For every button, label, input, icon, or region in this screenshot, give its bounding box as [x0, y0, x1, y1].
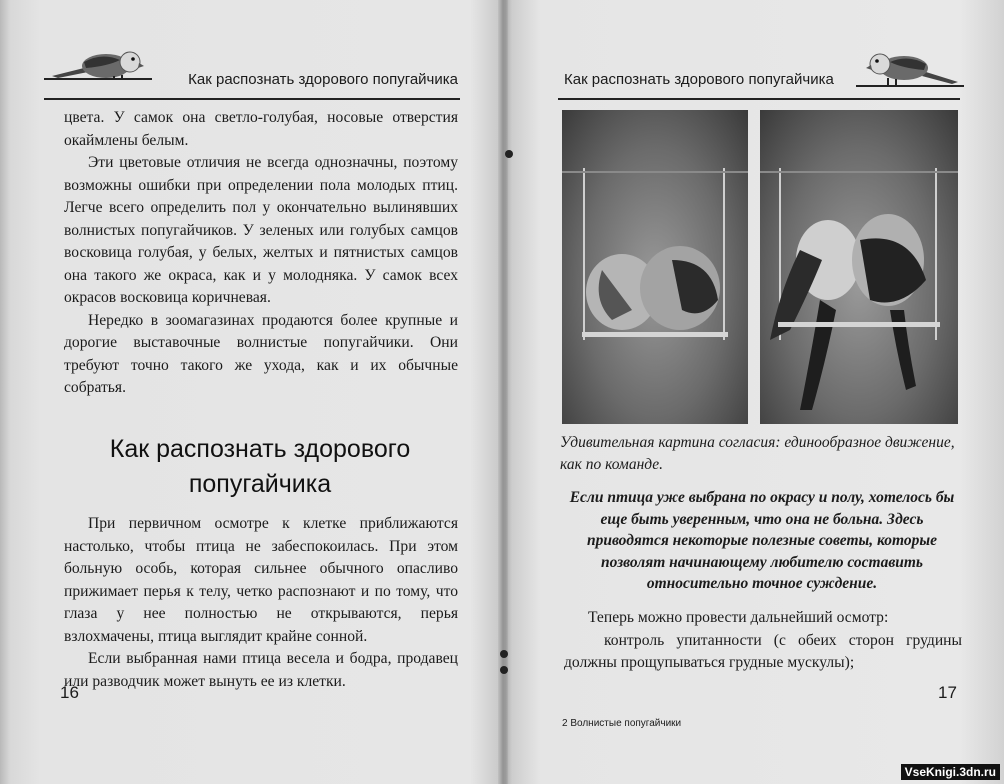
binding-dot	[500, 666, 508, 674]
paragraph: Если выбранная нами птица весела и бодра, продавец или разводчик может вынуть ее из клетки.	[64, 650, 458, 690]
left-page	[0, 0, 500, 784]
footer-note: 2 Волнистые попугайчики	[562, 718, 682, 729]
budgerigar-icon	[44, 46, 154, 96]
lead-paragraph: Если птица уже выбрана по окрасу и полу, хотелось бы еще быть уверенным, что она не больна. Здесь приводятся некоторые полезные советы, которые позволят начинающему любителю составить относительно точное суждение.	[569, 489, 955, 592]
paragraph: При первичном осмотре к клетке приближаются настолько, чтобы птица не забеспокоилась. При этом больную особь, которая сильнее обычного опасливо прижимает перья к телу, четко распознают и по тому, что глаза у нее полностью не открываются, перья взлохмачены, птица выглядит крайне сонной.	[64, 515, 458, 645]
section-title-line1: Как распознать здорового	[109, 435, 411, 463]
photo-parrots-preening	[760, 110, 958, 424]
left-text-bottom	[64, 513, 458, 693]
right-text	[564, 607, 962, 675]
paragraph: Эти цветовые отличия не всегда однозначны, поэтому возможны ошибки при определении пола молодых птиц. Легче всего определить пол у окончательно вылинявших волнистых попугайчиков. У зеленых или голубых самцов восковица голубая, у белых, желтых и пятнистых самцов она такого же окраса, как и у молодняка. У самок всех окрасов восковица коричневая.	[64, 154, 458, 306]
paragraph: Теперь можно провести дальнейший осмотр:	[588, 609, 889, 626]
watermark: VseKnigi.3dn.ru	[901, 764, 1000, 780]
right-page	[508, 0, 1004, 784]
paragraph: контроль упитанности (с обеих сторон грудины должны прощупываться грудные мускулы);	[564, 631, 962, 671]
budgerigar-icon	[856, 46, 966, 96]
running-head-title: Как распознать здорового попугайчика	[188, 71, 458, 88]
photo-parrots-resting	[562, 110, 748, 424]
page-number-left: 16	[60, 683, 79, 702]
binding-dot	[505, 150, 513, 158]
paragraph: цвета. У самок она светло-голубая, носовые отверстия окаймлены белым.	[64, 109, 458, 149]
section-title-line2: попугайчика	[188, 470, 332, 498]
section-title	[60, 432, 460, 502]
binding-dot	[500, 650, 508, 658]
page-number-right: 17	[938, 683, 957, 702]
photo-caption: Удивительная картина согласия: единообразное движение, как по команде.	[560, 434, 955, 473]
left-text-top	[64, 107, 458, 400]
paragraph: Нередко в зоомагазинах продаются более крупные и дорогие выставочные волнистые попугайчики. Они требуют точно такого же ухода, как и их обычные собратья.	[64, 311, 458, 396]
running-head-title: Как распознать здорового попугайчика	[564, 71, 834, 88]
